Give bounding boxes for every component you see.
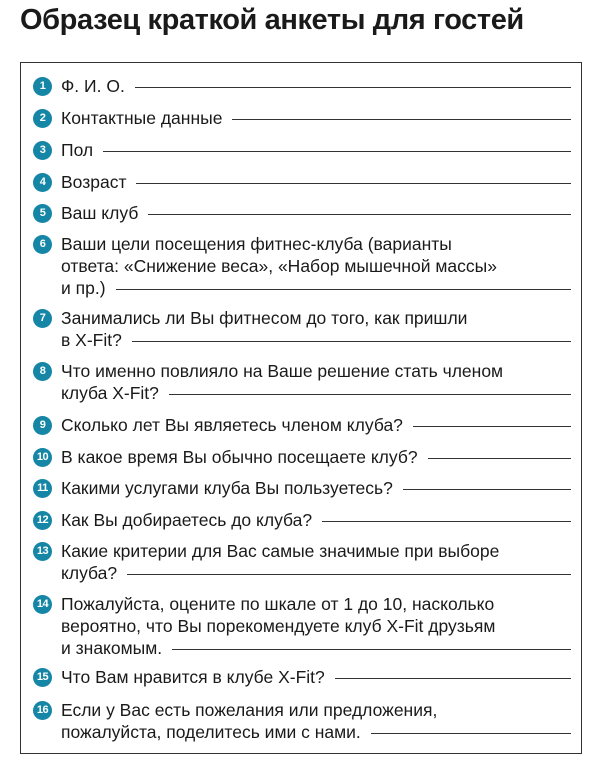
question-number-badge: 4 xyxy=(33,173,52,192)
question-number-badge: 2 xyxy=(33,109,52,128)
question-number-badge: 3 xyxy=(33,141,52,160)
question-text: Что именно повлияло на Ваше решение стать членом xyxy=(61,361,504,381)
question-number-badge: 14 xyxy=(33,595,52,614)
question-text: и пр.) xyxy=(61,278,106,298)
question-number-badge: 6 xyxy=(33,235,52,254)
question-item xyxy=(33,307,571,351)
question-line xyxy=(33,699,571,721)
question-line xyxy=(33,477,571,499)
question-text: вероятно, что Вы порекомендуете клуб X-Fit друзьям xyxy=(61,616,496,636)
question-number-badge: 5 xyxy=(33,204,52,223)
question-text: Как Вы добираетесь до клуба? xyxy=(61,510,313,530)
question-text: Контактные данные xyxy=(61,108,223,128)
question-text: В какое время Вы обычно посещаете клуб? xyxy=(61,447,418,467)
answer-line[interactable] xyxy=(116,288,571,290)
answer-line[interactable] xyxy=(135,86,571,88)
question-text: Ваш клуб xyxy=(61,203,139,223)
question-text: Какими услугами клуба Вы пользуетесь? xyxy=(61,478,393,498)
questionnaire-form xyxy=(20,62,582,754)
question-number-badge: 15 xyxy=(33,668,52,687)
answer-line[interactable] xyxy=(172,648,571,650)
question-line xyxy=(33,307,571,329)
question-item xyxy=(33,360,571,404)
question-item xyxy=(33,233,571,299)
question-line xyxy=(33,329,571,351)
question-item xyxy=(33,540,571,584)
answer-line[interactable] xyxy=(322,520,571,522)
answer-line[interactable] xyxy=(169,393,571,395)
question-text: пожалуйста, поделитесь ими с нами. xyxy=(61,722,361,742)
question-item xyxy=(33,509,571,531)
question-text: Возраст xyxy=(61,172,127,192)
answer-line[interactable] xyxy=(413,425,571,427)
answer-line[interactable] xyxy=(127,573,571,575)
question-item xyxy=(33,414,571,436)
answer-line[interactable] xyxy=(103,150,571,152)
page-title: Образец краткой анкеты для гостей xyxy=(20,4,524,36)
question-number-badge: 7 xyxy=(33,309,52,328)
question-line xyxy=(33,562,571,584)
question-text: Пожалуйста, оцените по шкале от 1 до 10, насколько xyxy=(61,594,495,614)
question-text: Какие критерии для Вас самые значимые при выборе xyxy=(61,541,500,561)
question-text: Пол xyxy=(61,140,94,160)
question-line xyxy=(33,593,571,615)
question-line xyxy=(33,233,571,255)
question-line xyxy=(33,540,571,562)
question-number-badge: 9 xyxy=(33,416,52,435)
question-text: Сколько лет Вы являетесь членом клуба? xyxy=(61,415,403,435)
question-item xyxy=(33,446,571,468)
answer-line[interactable] xyxy=(428,457,571,459)
question-text: Если у Вас есть пожелания или предложения, xyxy=(61,700,438,720)
answer-line[interactable] xyxy=(371,732,571,734)
question-line xyxy=(33,277,571,299)
question-line xyxy=(33,382,571,404)
question-line xyxy=(33,107,571,129)
question-item xyxy=(33,666,571,688)
question-line xyxy=(33,615,571,637)
question-item xyxy=(33,593,571,659)
question-line xyxy=(33,509,571,531)
question-line xyxy=(33,666,571,688)
question-text: в X-Fit? xyxy=(61,330,122,350)
question-number-badge: 11 xyxy=(33,479,52,498)
question-line xyxy=(33,202,571,224)
question-text: Что Вам нравится в клубе X-Fit? xyxy=(61,667,325,687)
answer-line[interactable] xyxy=(148,213,571,215)
answer-line[interactable] xyxy=(132,340,571,342)
question-item xyxy=(33,202,571,224)
question-line xyxy=(33,360,571,382)
question-text: клуба X-Fit? xyxy=(61,383,159,403)
question-number-badge: 16 xyxy=(33,701,52,720)
question-text: и знакомым. xyxy=(61,638,163,658)
question-item xyxy=(33,75,571,97)
question-number-badge: 13 xyxy=(33,542,52,561)
question-number-badge: 10 xyxy=(33,448,52,467)
question-number-badge: 12 xyxy=(33,511,52,530)
question-item xyxy=(33,477,571,499)
question-item xyxy=(33,107,571,129)
question-text: Ф. И. О. xyxy=(61,76,125,96)
question-line xyxy=(33,637,571,659)
answer-line[interactable] xyxy=(136,182,571,184)
question-line xyxy=(33,446,571,468)
question-text: ответа: «Снижение веса», «Набор мышечной массы» xyxy=(61,256,497,276)
question-line xyxy=(33,255,571,277)
question-line xyxy=(33,171,571,193)
question-item xyxy=(33,699,571,743)
question-line xyxy=(33,414,571,436)
question-line xyxy=(33,139,571,161)
question-number-badge: 1 xyxy=(33,77,52,96)
answer-line[interactable] xyxy=(335,677,571,679)
question-item xyxy=(33,171,571,193)
question-text: Ваши цели посещения фитнес-клуба (варианты xyxy=(61,234,452,254)
question-text: клуба? xyxy=(61,563,118,583)
question-line xyxy=(33,75,571,97)
question-line xyxy=(33,721,571,743)
question-number-badge: 8 xyxy=(33,362,52,381)
answer-line[interactable] xyxy=(403,488,571,490)
answer-line[interactable] xyxy=(232,118,571,120)
question-item xyxy=(33,139,571,161)
question-text: Занимались ли Вы фитнесом до того, как пришли xyxy=(61,308,468,328)
